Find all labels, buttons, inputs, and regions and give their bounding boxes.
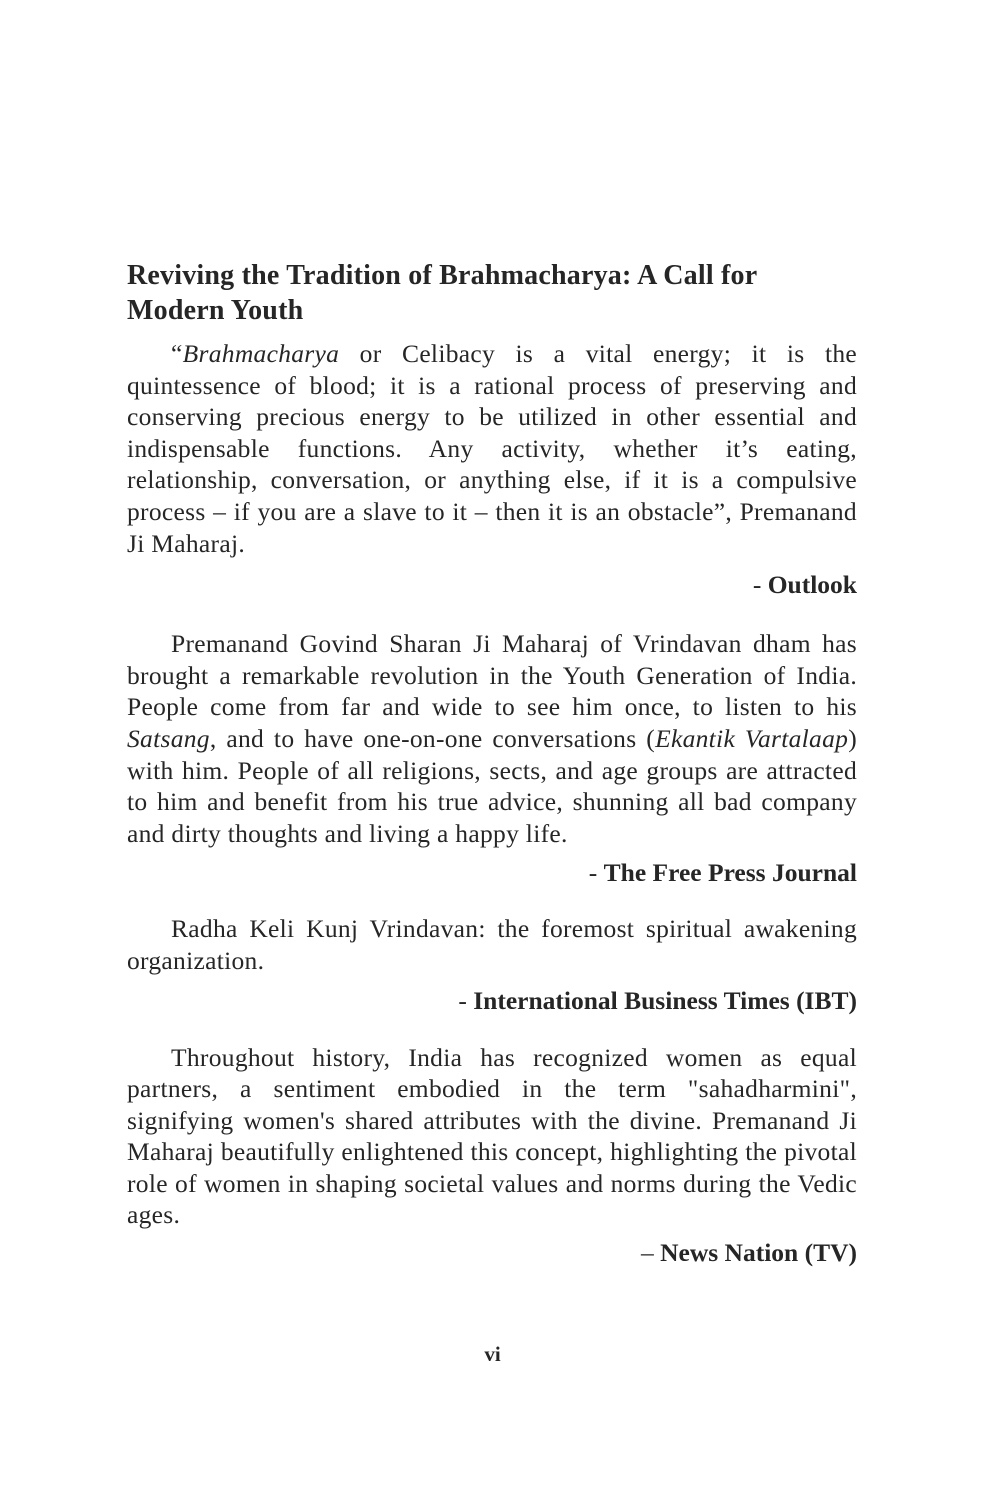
- source-dash: -: [588, 858, 604, 888]
- source-name: News Nation (TV): [660, 1238, 857, 1268]
- source-dash: –: [640, 1238, 661, 1268]
- source-dash: -: [752, 570, 768, 600]
- quote-text: Throughout history, India has recognized women as equal partners, a sentiment embodied in the term "sahadharmini", signifying women's shared attributes with the divine. Premanand Ji Maharaj beautifully enlightened this concept, highlighting the pivotal role of women in shaping societal values and norms during the Vedic ages.: [127, 1042, 857, 1230]
- quote-source: [127, 985, 857, 1016]
- quote-term-italic: Brahmacharya: [182, 339, 340, 368]
- source-name: The Free Press Journal: [603, 858, 857, 888]
- quote-paragraph: [127, 628, 857, 849]
- quote-source: [127, 1237, 857, 1268]
- quote-term-italic: Ekantik Vartalaap: [655, 723, 849, 753]
- quote-text: , and to have one-on-one conversations (: [209, 723, 656, 753]
- page-number: vi: [484, 1342, 501, 1366]
- quote-source: [127, 857, 857, 888]
- quote-source: [127, 569, 857, 600]
- quote-text: ) with him. People of all religions, sects, and age groups are attracted to him and benefit from his true advice, shunning all bad company and dirty thoughts and living a happy life.: [127, 723, 857, 848]
- quote-text: or Celibacy is a vital energy; it is the quintessence of blood; it is a rational process of preserving and conserving precious energy to be utilized in other essential and indispensable functions. Any activity, whether it’s eating, relationship, conversation, or anything else, if it is a compulsive process – if you are a slave to it – then it is an obstacle”, Premanand Ji Maharaj.: [127, 339, 857, 558]
- quote-text: Radha Keli Kunj Vrindavan: the foremost spiritual awakening organization.: [127, 914, 857, 975]
- quote-paragraph: [127, 338, 857, 559]
- source-name: International Business Times (IBT): [473, 985, 857, 1015]
- quote-term-italic: Satsang: [127, 723, 210, 753]
- source-name: Outlook: [767, 570, 857, 600]
- quote-paragraph: [127, 1042, 857, 1232]
- quote-text: “: [171, 339, 183, 368]
- section-heading: Reviving the Tradition of Brahmacharya: A Call for Modern Youth: [127, 260, 757, 326]
- quote-text: Premanand Govind Sharan Ji Maharaj of Vrindavan dham has brought a remarkable revolution in the Youth Generation of India. People come from far and wide to see him once, to listen to his: [127, 629, 857, 722]
- source-dash: -: [458, 985, 474, 1015]
- quote-paragraph: [127, 913, 857, 976]
- page-content: [127, 258, 857, 1268]
